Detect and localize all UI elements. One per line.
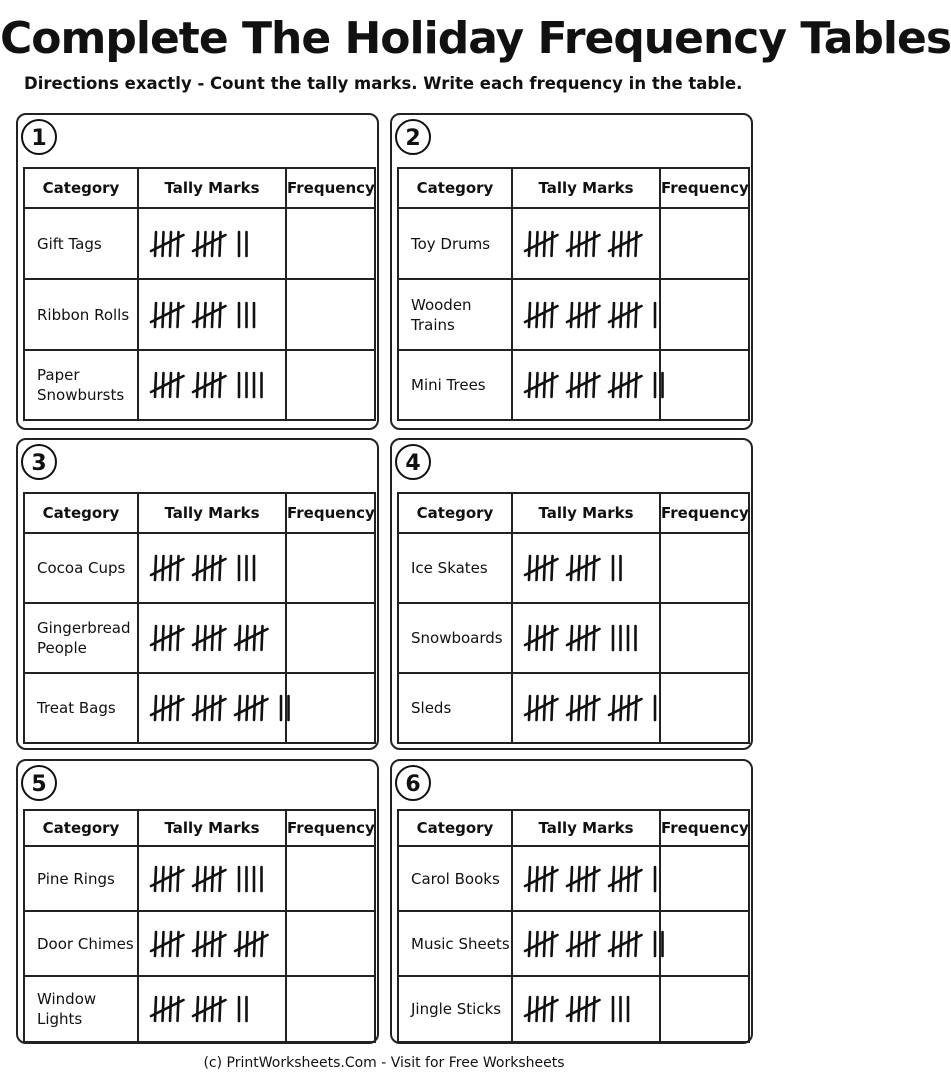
frequency-table	[397, 809, 750, 1043]
table-row	[24, 533, 375, 603]
frequency-answer-cell[interactable]	[286, 911, 375, 976]
tally-marks	[512, 976, 660, 1042]
category-label: Carol Books	[398, 846, 512, 911]
frequency-answer-cell[interactable]	[660, 350, 749, 420]
frequency-answer-cell[interactable]	[660, 603, 749, 673]
category-label: Sleds	[398, 673, 512, 743]
page-title: Complete The Holiday Frequency Tables	[0, 13, 951, 64]
tally-marks	[512, 673, 660, 743]
tally-marks	[512, 603, 660, 673]
category-label: Ice Skates	[398, 533, 512, 603]
tally-marks	[138, 533, 286, 603]
table-row	[398, 976, 749, 1042]
table-row	[24, 279, 375, 350]
category-label: Pine Rings	[24, 846, 138, 911]
category-label: Cocoa Cups	[24, 533, 138, 603]
panel-number-badge: 5	[21, 765, 57, 801]
category-label: Toy Drums	[398, 208, 512, 279]
frequency-answer-cell[interactable]	[660, 533, 749, 603]
header-frequency: Frequency	[286, 810, 375, 846]
header-tally-marks: Tally Marks	[138, 168, 286, 208]
header-tally-marks: Tally Marks	[138, 493, 286, 533]
category-label: Mini Trees	[398, 350, 512, 420]
frequency-answer-cell[interactable]	[286, 208, 375, 279]
worksheet-panel	[16, 759, 379, 1044]
tally-marks	[138, 976, 286, 1042]
table-row	[398, 208, 749, 279]
table-row	[398, 603, 749, 673]
category-label: Ribbon Rolls	[24, 279, 138, 350]
category-label: Snowboards	[398, 603, 512, 673]
frequency-answer-cell[interactable]	[286, 350, 375, 420]
header-frequency: Frequency	[660, 168, 749, 208]
category-label: Gingerbread People	[24, 603, 138, 673]
header-frequency: Frequency	[660, 810, 749, 846]
panel-number-badge: 4	[395, 444, 431, 480]
frequency-answer-cell[interactable]	[660, 279, 749, 350]
directions: Directions exactly - Count the tally marks. Write each frequency in the table.	[24, 74, 743, 93]
panel-number-badge: 6	[395, 765, 431, 801]
table-row	[398, 673, 749, 743]
tally-marks	[512, 533, 660, 603]
tally-marks	[512, 208, 660, 279]
frequency-table	[23, 809, 376, 1043]
tally-marks	[138, 846, 286, 911]
category-label: Music Sheets	[398, 911, 512, 976]
header-tally-marks: Tally Marks	[512, 493, 660, 533]
header-frequency: Frequency	[286, 493, 375, 533]
worksheet-panel	[390, 438, 753, 750]
table-row	[24, 350, 375, 420]
frequency-table	[23, 167, 376, 421]
tally-marks	[138, 603, 286, 673]
table-row	[24, 208, 375, 279]
frequency-answer-cell[interactable]	[286, 279, 375, 350]
table-row	[24, 911, 375, 976]
table-row	[24, 846, 375, 911]
frequency-table	[23, 492, 376, 744]
header-category: Category	[24, 493, 138, 533]
header-frequency: Frequency	[660, 493, 749, 533]
panel-number-badge: 1	[21, 119, 57, 155]
table-row	[24, 603, 375, 673]
header-tally-marks: Tally Marks	[512, 168, 660, 208]
category-label: Door Chimes	[24, 911, 138, 976]
table-row	[24, 976, 375, 1042]
frequency-table	[397, 167, 750, 421]
frequency-answer-cell[interactable]	[660, 911, 749, 976]
header-tally-marks: Tally Marks	[138, 810, 286, 846]
tally-marks	[512, 350, 660, 420]
frequency-answer-cell[interactable]	[660, 846, 749, 911]
worksheet-panel	[16, 438, 379, 750]
category-label: Treat Bags	[24, 673, 138, 743]
frequency-answer-cell[interactable]	[286, 603, 375, 673]
frequency-answer-cell[interactable]	[660, 673, 749, 743]
frequency-answer-cell[interactable]	[286, 976, 375, 1042]
table-row	[398, 846, 749, 911]
frequency-table	[397, 492, 750, 744]
frequency-answer-cell[interactable]	[660, 208, 749, 279]
frequency-answer-cell[interactable]	[286, 533, 375, 603]
table-row	[24, 673, 375, 743]
table-row	[398, 279, 749, 350]
header-frequency: Frequency	[286, 168, 375, 208]
category-label: Wooden Trains	[398, 279, 512, 350]
category-label: Window Lights	[24, 976, 138, 1042]
header-category: Category	[24, 168, 138, 208]
tally-marks	[512, 846, 660, 911]
header-tally-marks: Tally Marks	[512, 810, 660, 846]
header-category: Category	[398, 810, 512, 846]
worksheet-panel	[390, 113, 753, 430]
table-row	[398, 533, 749, 603]
frequency-answer-cell[interactable]	[660, 976, 749, 1042]
category-label: Jingle Sticks	[398, 976, 512, 1042]
tally-marks	[138, 208, 286, 279]
header-category: Category	[398, 493, 512, 533]
tally-marks	[138, 279, 286, 350]
tally-marks	[138, 911, 286, 976]
category-label: Gift Tags	[24, 208, 138, 279]
tally-marks	[138, 350, 286, 420]
worksheet-panel	[390, 759, 753, 1044]
footer-credit: (c) PrintWorksheets.Com - Visit for Free Worksheets	[203, 1055, 565, 1071]
frequency-answer-cell[interactable]	[286, 673, 375, 743]
worksheet-panel	[16, 113, 379, 430]
header-category: Category	[24, 810, 138, 846]
category-label: Paper Snowbursts	[24, 350, 138, 420]
header-category: Category	[398, 168, 512, 208]
tally-marks	[512, 911, 660, 976]
tally-marks	[512, 279, 660, 350]
frequency-answer-cell[interactable]	[286, 846, 375, 911]
tally-marks	[138, 673, 286, 743]
table-row	[398, 911, 749, 976]
panel-number-badge: 2	[395, 119, 431, 155]
panel-number-badge: 3	[21, 444, 57, 480]
table-row	[398, 350, 749, 420]
